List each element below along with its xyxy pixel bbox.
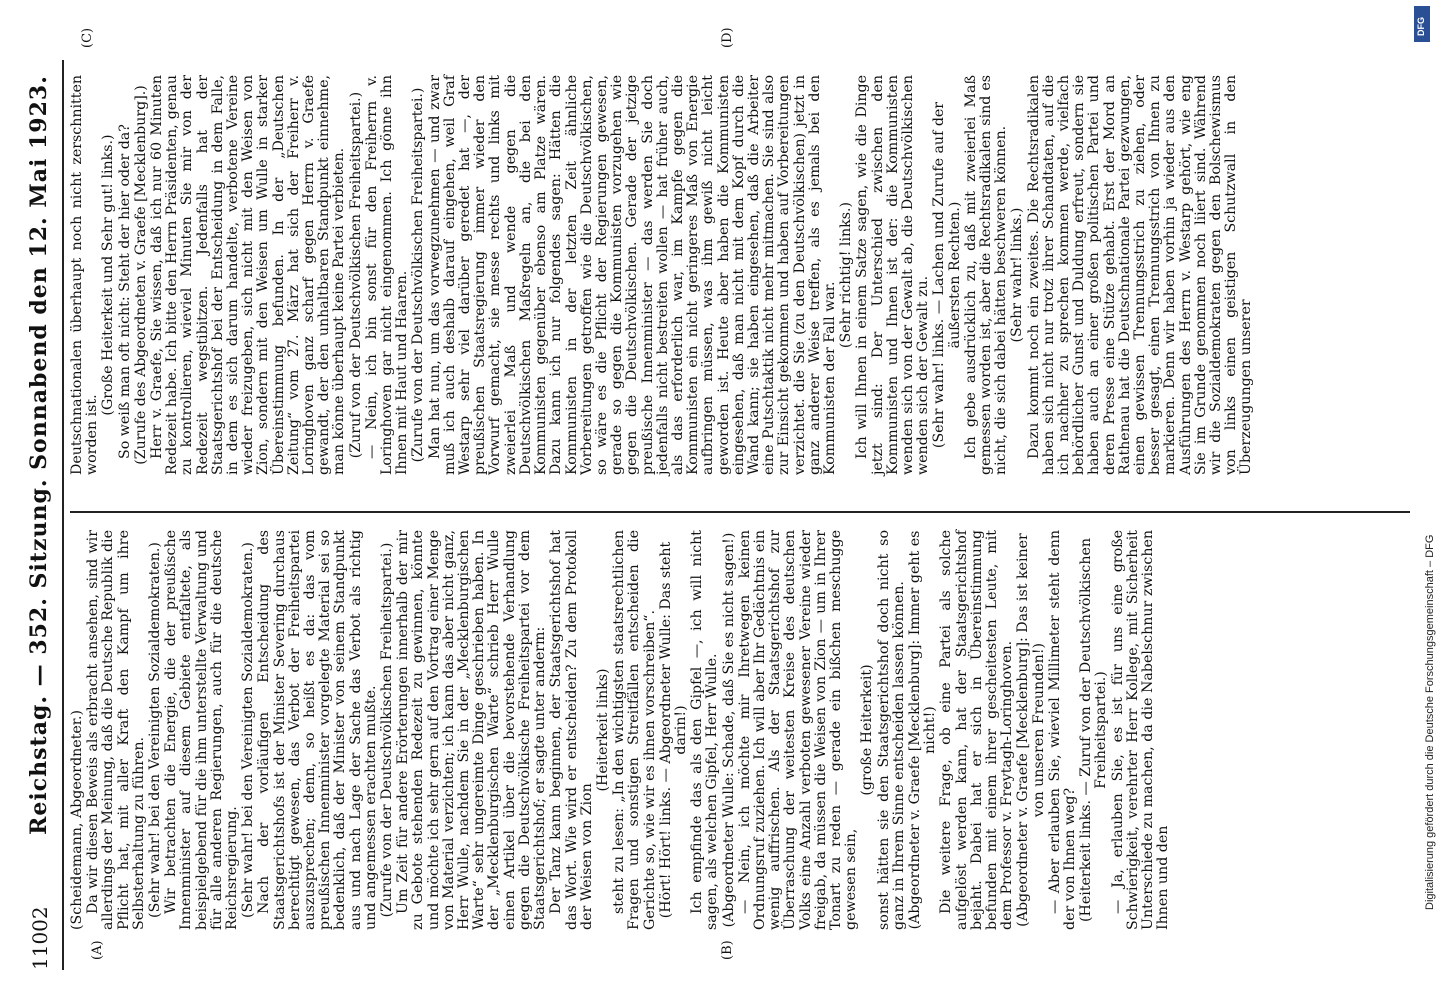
paragraph: — Nein, ich bin sonst für den Freiherrn v. Loringhoven gar nicht eingenommen. Ich gönne ihn Ihnen mit Haut und Haaren. (363, 75, 411, 475)
digitization-note (1408, 50, 1436, 950)
paragraph: Ich empfinde das als den Gipfel —, ich will nicht sagen, als welchen Gipfel, Herr Wulle. (689, 530, 721, 930)
page-number: 11002 (28, 906, 52, 970)
right-column (70, 75, 1410, 475)
paragraph: Ich gebe ausdrücklich zu, daß mit zweierlei Maß gemessen worden ist, aber die Rechtsradikalen sind es nicht, die sich dabei hätten beschweren können. (962, 75, 1010, 475)
interjection: (Große Heiterkeit und Sehr gut! links.) (100, 134, 117, 416)
paragraph: Wir betrachten die Energie, die der preußische Innenminister auf diesem Gebiete entfaltete, als beispielgebend für die ihm unterstellte Verwaltung und für alle anderen Regierungen, auch für die deutsche Reichsregierung. (163, 530, 241, 930)
left-column (70, 530, 1410, 930)
paragraph: — Nein, ich möchte mir Ihretwegen keinen Ordnungsruf zuziehen. Ich will aber Ihr Gedächtnis ein wenig auffrischen. Als der Staatsgerichtshof zur Überraschung der weitesten Kreise des deutschen Volks eine Anzahl verboten gewesener Vereine wieder freigab, da müssen die Weisen von Zion — um in Ihrer Tonart zu reden — gerade ein bißchen meschugge gewesen sein, (736, 530, 860, 930)
digitization-note-text: Digitalisierung gefördert durch die Deutsche Forschungsgemeinschaft – DFG (1424, 534, 1436, 910)
column-divider (70, 511, 1410, 513)
interjection: (Hört! Hört! links. — Abgeordneter Wulle: Das steht darin!) (657, 541, 689, 919)
paragraph: Dazu kommt noch ein zweites. Die Rechtsradikalen haben sich nicht nur trotz ihrer Schandtaten, auf die ich nachher zu sprechen kommen werde, vielfach behördlicher Gunst und Duldung erfreut, sondern sie haben auch an einer großen politischen Partei und deren Presse eine Stütze gehabt. Erst der Mord an Rathenau hat die Deutschnationale Partei gezwungen, einen gewissen Trennungsstrich zu ziehen, oder besser gesagt, einen Trennungsstrich von Ihnen zu markieren. Denn wir haben vorhin ja wieder aus den Ausführungen des Herrn v. Westarp gehört, wie eng Sie im Grunde genommen noch liiert sind. Während wir die Sozialdemokraten gegen den Bolschewismus von links einen geistigen Schutzwall in den Überzeugungen unserer (1025, 75, 1255, 475)
interjection: (Sehr wahr! links.) (1009, 207, 1026, 343)
paragraph: Ich will Ihnen in einem Satze sagen, wie die Dinge jetzt sind: Der Unterschied zwischen den Kommunisten und Ihnen ist der: die Kommunisten wenden sich von der Gewalt ab, die Deutschvölkischen wenden sich der Gewalt zu. (854, 75, 932, 475)
paragraph: Nach der vorläufigen Entscheidung des Staatsgerichtshofs ist der Minister Severing durchaus berechtigt gewesen, das Verbot der Freiheitspartei auszusprechen; denn, so heißt es da: das vom preußischen Innenminister vorgelegte Material sei so bedenklich, daß der Minister von seinem Standpunkt aus und nach Lage der Sache das Verbot als richtig und angemessen erachten mußte. (256, 530, 379, 930)
paragraph: Da wir diesen Beweis als erbracht ansehen, sind wir allerdings der Meinung, daß die Deutsche Republik die Pflicht hat, mit aller Kraft den Kampf um ihre Selbsterhaltung zu führen. (85, 530, 147, 930)
dfg-logo: DFG (1414, 6, 1430, 42)
margin-mark-a: (A) (90, 940, 105, 960)
interjection: (Zurufe von der Deutschvölkischen Freiheitspartei.) (379, 542, 396, 918)
interjection: (Heiterkeit links. — Zuruf von der Deutschvölkischen Freiheitspartei.) (1078, 537, 1110, 923)
interjection: (Zurufe von der Deutschvölkischen Freiheitspartei.) (410, 87, 427, 463)
interjection: (Zurufe des Abgeordneten v. Graefe [Mecklenburg].) (132, 85, 149, 465)
interjection: (Zuruf von der Deutschvölkischen Freiheitspartei.) (347, 91, 364, 459)
interjection: (Abgeordneter v. Graefe [Mecklenburg]: Das ist keiner von unseren Freunden!) (1015, 533, 1047, 927)
quotation: Der Tanz kann beginnen, der Staatsgerichtshof hat das Wort. Wie wird er entscheiden? Zu dem Protokoll der Weisen von Zion (548, 530, 595, 930)
interjection: (große Heiterkeit) (859, 664, 876, 796)
paragraph: Die weitere Frage, ob eine Partei als solche aufgelöst werden kann, hat der Staatsgerichtshof bejaht. Dabei hat er sich in Übereinstimmung befunden mit einem ihrer gescheitesten Leute, mit dem Professor v. Freytagh-Loringhoven. (938, 530, 1016, 930)
paragraph: Deutschnationalen überhaupt noch nicht zerschnitten worden ist. (69, 75, 101, 475)
interjection: (Abgeordneter Wulle: Schade, daß Sie es nicht sagen!) (720, 532, 737, 928)
interjection: (Sehr richtig! links.) (838, 201, 855, 349)
paragraph: Herr v. Graefe, Sie wissen, daß ich nur 60 Minuten Redezeit habe. Ich bitte den Herrn Präsidenten, genau zu kontrollieren, wieviel Minuten Sie mir von der Redezeit wegstibitzen. Jedenfalls hat der Staatsgerichtshof bei der Entscheidung in dem Falle, in dem es sich darum handelte, verbotene Vereine wieder freizugeben, sich nicht mit den Weisen von Zion, sondern mit den Weisen um Wulle in starker Übereinstimmung befunden. In der „Deutschen Zeitung“ vom 27. März hat sich der Freiherr v. Loringhoven ganz scharf gegen Herrn v. Graefe gewandt, der den unhaltbaren Standpunkt einnehme, man könne überhaupt keine Partei verbieten. (149, 75, 348, 475)
paragraph: sonst hätten sie den Staatsgerichtshof doch nicht so ganz in Ihrem Sinne entscheiden lassen können. (875, 530, 907, 930)
paragraph: — Aber erlauben Sie, wieviel Millimeter steht denn der von Ihnen weg? (1046, 530, 1078, 930)
interjection: (Sehr wahr! bei den Vereinigten Sozialdemokraten.) (240, 542, 257, 918)
paragraph: (Scheidemann, Abgeordneter.) (69, 709, 85, 930)
quotation: steht zu lesen: „In den wichtigsten staatsrechtlichen Fragen und sonstigen Streitfällen entscheiden die Gerichte so, wie wir es ihnen vorschreiben“. (611, 530, 658, 930)
interjection: (Sehr wahr! links. — Lachen und Zurufe auf der äußersten Rechten.) (931, 101, 963, 449)
paragraph: Man hat nun, um das vorwegzunehmen — und zwar muß ich auch deshalb darauf eingehen, weil Graf Westarp sehr viel darüber geredet hat —, der preußischen Staatsregierung immer wieder den Vorwurf gemacht, sie messe rechts und links mit zweierlei Maß und wende gegen die Deutschvölkischen Maßregeln an, die bei den Kommunisten gegenüber ebenso am Platze wären. Dazu kann ich nur folgendes sagen: Hätten die Kommunisten in der letzten Zeit ähnliche Vorbereitungen getroffen wie die Deutschvölkischen, so wäre es die Pflicht der Regierungen gewesen, gerade so gegen die Kommunisten vorzugehen wie gegen die Deutschvölkischen. Gerade der jetzige preußische Innenminister — das werden Sie doch jedenfalls nicht bestreiten wollen — hat früher auch, als das erforderlich war, im Kampfe gegen die Kommunisten ein nicht geringeres Maß von Energie aufbringen müssen, was ihm gewiß nicht leicht geworden ist. Heute aber haben die Kommunisten eingesehen, daß man nicht mit dem Kopf durch die Wand kann; sie haben eingesehen, daß die Arbeiter eine Putschtaktik nicht mehr mitmachen. Sie sind also zur Einsicht gekommen und haben auf Vorbereitungen verzichtet. die Sie (zu den Deutschvölkischen) jetzt in ganz anderer Weise treffen, als es jemals bei den Kommunisten der Fall war. (426, 75, 838, 475)
paragraph: Um Zeit für andere Erörterungen innerhalb der mir zu Gebote stehenden Redezeit zu gewinnen, könnte und möchte ich sehr gern auf den Vortrag einer Menge von Material verzichten; ich kann das aber nicht ganz, Herr Wulle, nachdem Sie in der „Mecklenburgischen Warte“ sehr ungereimte Dinge geschrieben haben. In der „Mecklenburgischen Warte“ schrieb Herr Wulle einen Artikel über die bevorstehende Verhandlung gegen die Deutschvölkische Freiheitspartei vor dem Staatsgerichtshof; er sagte unter anderm: (395, 530, 549, 930)
interjection: (Sehr wahr! bei den Vereinigten Sozialdemokraten.) (147, 542, 164, 918)
page-header (20, 60, 64, 970)
paragraph: — Ja, erlauben Sie, es ist für uns eine große Schwierigkeit, verehrter Herr Kollege, mit Sicherheit Unterschiede zu machen, da die Nabelschnur zwischen Ihnen und den (1109, 530, 1172, 930)
page-title: Reichstag. — 352. Sitzung. Sonnabend den 12. Mai 1923. (26, 75, 52, 835)
margin-mark-c: (C) (80, 27, 95, 48)
paragraph: So weiß man oft nicht: Steht der hier oder da? (116, 124, 133, 459)
interjection: (Abgeordneter v. Graefe [Mecklenburg]: Immer geht es nicht!) (906, 530, 939, 930)
interjection: (Heiterkeit links) (594, 668, 611, 792)
margin-mark-b: (B) (720, 940, 735, 960)
margin-mark-d: (D) (720, 27, 735, 48)
header-rule (62, 60, 64, 970)
